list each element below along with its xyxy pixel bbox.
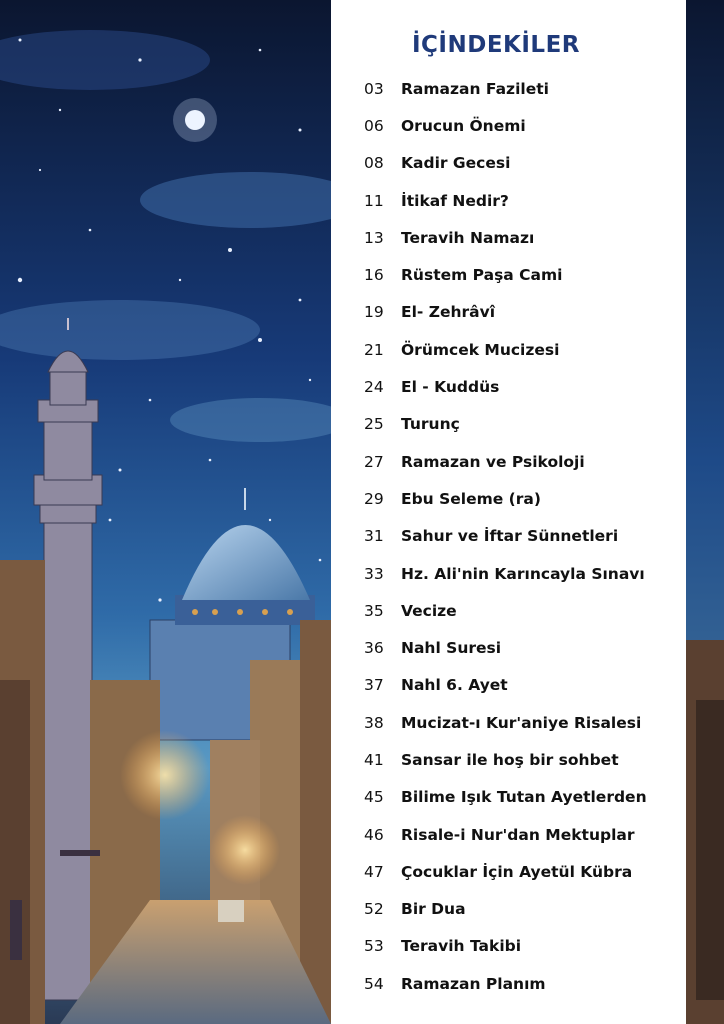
toc-entry-title: Örümcek Mucizesi bbox=[401, 340, 560, 359]
toc-entry[interactable] bbox=[364, 368, 647, 405]
toc-entry-title: Sansar ile hoş bir sohbet bbox=[401, 750, 619, 769]
toc-entry[interactable] bbox=[364, 555, 647, 592]
toc-entry-title: Turunç bbox=[401, 415, 460, 434]
toc-entry[interactable] bbox=[364, 107, 647, 144]
toc-entry-title: Teravih Takibi bbox=[401, 937, 522, 956]
toc-entry-title: Ebu Seleme (ra) bbox=[401, 489, 541, 508]
toc-page-number: 53 bbox=[364, 937, 384, 956]
toc-entry[interactable] bbox=[364, 443, 647, 480]
toc-entry[interactable] bbox=[364, 219, 647, 256]
toc-page-number: 29 bbox=[364, 489, 384, 508]
toc-page-number: 36 bbox=[364, 639, 384, 658]
toc-page-number: 16 bbox=[364, 266, 384, 285]
toc-entry[interactable] bbox=[364, 891, 647, 928]
toc-page-number: 33 bbox=[364, 564, 384, 583]
toc-page-number: 21 bbox=[364, 340, 384, 359]
toc-entry[interactable] bbox=[364, 406, 647, 443]
toc-entry-title: Nahl 6. Ayet bbox=[401, 676, 508, 695]
toc-entry[interactable] bbox=[364, 667, 647, 704]
night-mosque-scene bbox=[0, 0, 331, 1024]
toc-entry-title: El- Zehrâvî bbox=[401, 303, 496, 322]
toc-list bbox=[364, 70, 647, 1002]
toc-entry-title: İtikaf Nedir? bbox=[401, 191, 509, 210]
toc-entry-title: Mucizat-ı Kur'aniye Risalesi bbox=[401, 713, 642, 732]
toc-entry-title: Ramazan Planım bbox=[401, 974, 546, 993]
toc-entry[interactable] bbox=[364, 629, 647, 666]
toc-page-number: 27 bbox=[364, 452, 384, 471]
toc-entry-title: Çocuklar İçin Ayetül Kübra bbox=[401, 862, 633, 881]
toc-entry[interactable] bbox=[364, 592, 647, 629]
table-of-contents bbox=[331, 0, 686, 1024]
toc-title: İÇİNDEKİLER bbox=[411, 32, 580, 58]
toc-entry[interactable] bbox=[364, 928, 647, 965]
toc-entry-title: Bir Dua bbox=[401, 900, 466, 919]
toc-entry-title: El - Kuddüs bbox=[401, 378, 500, 397]
toc-page-number: 11 bbox=[364, 191, 384, 210]
toc-entry-title: Risale-i Nur'dan Mektuplar bbox=[401, 825, 635, 844]
toc-page-number: 06 bbox=[364, 116, 384, 135]
toc-entry-title: Teravih Namazı bbox=[401, 228, 535, 247]
toc-page-number: 08 bbox=[364, 154, 384, 173]
toc-entry[interactable] bbox=[364, 741, 647, 778]
toc-entry-title: Sahur ve İftar Sünnetleri bbox=[401, 527, 619, 546]
toc-entry[interactable] bbox=[364, 145, 647, 182]
toc-entry[interactable] bbox=[364, 70, 647, 107]
toc-entry-title: Rüstem Paşa Cami bbox=[401, 266, 563, 285]
toc-entry[interactable] bbox=[364, 480, 647, 517]
toc-entry-title: Kadir Gecesi bbox=[401, 154, 511, 173]
toc-entry[interactable] bbox=[364, 182, 647, 219]
toc-page-number: 31 bbox=[364, 527, 384, 546]
toc-entry[interactable] bbox=[364, 779, 647, 816]
toc-entry[interactable] bbox=[364, 704, 647, 741]
toc-entry[interactable] bbox=[364, 294, 647, 331]
toc-entry-title: Orucun Önemi bbox=[401, 116, 526, 135]
toc-page-number: 24 bbox=[364, 378, 384, 397]
toc-entry-title: Nahl Suresi bbox=[401, 639, 502, 658]
toc-page-number: 13 bbox=[364, 228, 384, 247]
toc-entry[interactable] bbox=[364, 965, 647, 1002]
toc-entry-title: Ramazan Fazileti bbox=[401, 79, 549, 98]
toc-page-number: 25 bbox=[364, 415, 384, 434]
toc-page-number: 41 bbox=[364, 750, 384, 769]
toc-entry-title: Ramazan ve Psikoloji bbox=[401, 452, 585, 471]
toc-page-number: 47 bbox=[364, 862, 384, 881]
toc-entry-title: Bilime Işık Tutan Ayetlerden bbox=[401, 788, 647, 807]
toc-page-number: 38 bbox=[364, 713, 384, 732]
toc-page-number: 54 bbox=[364, 974, 384, 993]
toc-page-number: 52 bbox=[364, 900, 384, 919]
toc-entry-title: Hz. Ali'nin Karıncayla Sınavı bbox=[401, 564, 645, 583]
toc-entry[interactable] bbox=[364, 816, 647, 853]
toc-page-number: 19 bbox=[364, 303, 384, 322]
toc-entry-title: Vecize bbox=[401, 601, 457, 620]
toc-page-number: 46 bbox=[364, 825, 384, 844]
toc-page-number: 03 bbox=[364, 79, 384, 98]
cover-illustration bbox=[0, 0, 331, 1024]
toc-entry[interactable] bbox=[364, 331, 647, 368]
toc-entry[interactable] bbox=[364, 256, 647, 293]
background-art-strip bbox=[686, 0, 724, 1024]
toc-entry[interactable] bbox=[364, 853, 647, 890]
right-edge-illustration bbox=[686, 0, 724, 1024]
toc-page-number: 35 bbox=[364, 601, 384, 620]
toc-page-number: 37 bbox=[364, 676, 384, 695]
toc-page-number: 45 bbox=[364, 788, 384, 807]
toc-entry[interactable] bbox=[364, 518, 647, 555]
